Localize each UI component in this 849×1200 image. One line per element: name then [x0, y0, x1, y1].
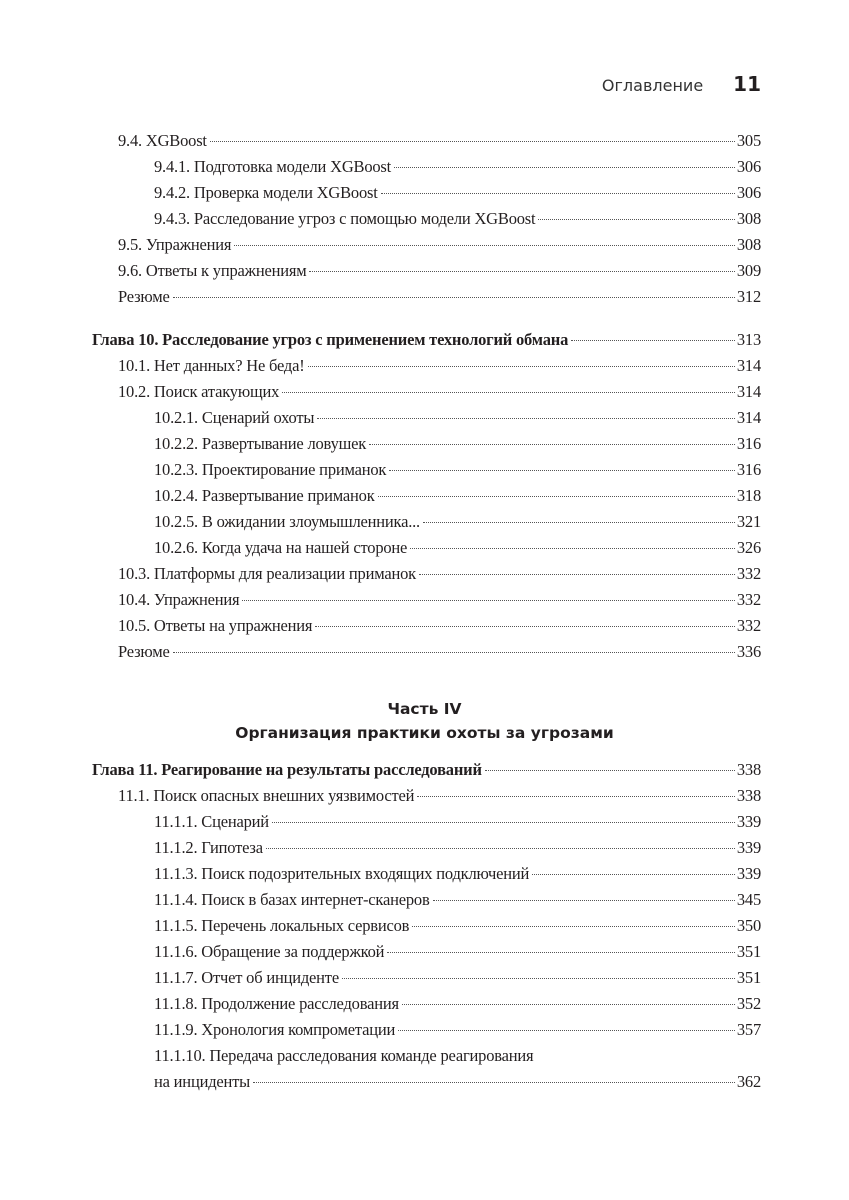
toc-entry-label: 10.3. Платформы для реализации приманок	[118, 564, 416, 583]
toc-entry-page: 350	[736, 916, 761, 935]
toc-entry[interactable]	[118, 639, 761, 665]
dot-leader	[402, 1004, 735, 1005]
toc-entry-label: 11.1.6. Обращение за поддержкой	[154, 942, 385, 961]
dot-leader	[173, 297, 735, 298]
toc-entry[interactable]	[118, 613, 761, 639]
toc-entry[interactable]	[154, 457, 761, 483]
toc-entry-page: 312	[736, 287, 761, 306]
toc-entry-page: 357	[736, 1020, 761, 1039]
toc-entry-label: 11.1.3. Поиск подозрительных входящих подключений	[154, 864, 530, 883]
toc-entry-page: 332	[736, 616, 761, 635]
dot-leader	[369, 444, 735, 445]
dot-leader	[210, 141, 735, 142]
toc-entry-label: 10.2.2. Развертывание ловушек	[154, 434, 367, 453]
dot-leader	[242, 600, 734, 601]
toc-entry-label: 9.4.3. Расследование угроз с помощью модели XGBoost	[154, 209, 536, 228]
toc-entry[interactable]	[154, 509, 761, 535]
toc-entry-page: 326	[736, 538, 761, 557]
toc-entry-page: 314	[736, 408, 761, 427]
dot-leader	[342, 978, 735, 979]
toc-entry[interactable]	[154, 154, 761, 180]
dot-leader	[315, 626, 735, 627]
toc-entry-page: 345	[736, 890, 761, 909]
toc-entry[interactable]	[154, 835, 761, 861]
toc-entry-label: 11.1.9. Хронология компрометации	[154, 1020, 396, 1039]
toc-chapter-10[interactable]	[92, 327, 761, 353]
toc-entry-page: 339	[736, 812, 761, 831]
toc-entry-label: 10.2.6. Когда удача на нашей стороне	[154, 538, 408, 557]
dot-leader	[317, 418, 735, 419]
toc-entry-page: 352	[736, 994, 761, 1013]
toc-entry-label: 11.1.1. Сценарий	[154, 812, 269, 831]
toc-entry-page: 332	[736, 590, 761, 609]
toc-entry-label: 10.5. Ответы на упражнения	[118, 616, 313, 635]
toc-entry[interactable]	[154, 861, 761, 887]
toc-entry-label: 10.2. Поиск атакующих	[118, 382, 280, 401]
toc-entry[interactable]	[154, 809, 761, 835]
dot-leader	[266, 848, 735, 849]
toc-entry[interactable]	[154, 483, 761, 509]
dot-leader	[272, 822, 735, 823]
toc-entry[interactable]	[154, 1017, 761, 1043]
dot-leader	[282, 392, 735, 393]
dot-leader	[381, 193, 735, 194]
dot-leader	[433, 900, 735, 901]
toc-entry[interactable]	[154, 939, 761, 965]
dot-leader	[417, 796, 735, 797]
toc-entry-label: 11.1.7. Отчет об инциденте	[154, 968, 339, 987]
toc-entry-label: 10.2.1. Сценарий охоты	[154, 408, 315, 427]
toc-entry-page: 332	[736, 564, 761, 583]
dot-leader	[378, 496, 735, 497]
toc-entry-page: 339	[736, 864, 761, 883]
dot-leader	[234, 245, 735, 246]
toc-entry-label: 9.4.1. Подготовка модели XGBoost	[154, 157, 392, 176]
dot-leader	[532, 874, 735, 875]
toc-entry[interactable]	[154, 887, 761, 913]
toc-entry-page: 336	[736, 642, 761, 661]
toc-entry-page: 316	[736, 434, 761, 453]
toc-entry-page: 314	[736, 356, 761, 375]
toc-chapter-page: 313	[736, 330, 761, 349]
dot-leader	[412, 926, 735, 927]
dot-leader	[394, 167, 735, 168]
toc-entry[interactable]	[118, 561, 761, 587]
page-number: 11	[733, 72, 761, 96]
toc-entry[interactable]	[118, 128, 761, 154]
running-title: Оглавление	[601, 76, 704, 95]
toc-entry-label-line1: 11.1.10. Передача расследования команде реагирования	[154, 1046, 534, 1065]
toc-entry-label: 10.1. Нет данных? Не беда!	[118, 356, 305, 375]
toc-entry[interactable]	[154, 535, 761, 561]
toc-entry[interactable]	[118, 587, 761, 613]
dot-leader	[419, 574, 735, 575]
toc-entry-page: 351	[736, 942, 761, 961]
dot-leader	[389, 470, 735, 471]
toc-entry-label: Резюме	[118, 287, 170, 306]
toc-entry-label: 10.2.4. Развертывание приманок	[154, 486, 375, 505]
toc-entry[interactable]	[154, 913, 761, 939]
toc-entry-label: 11.1.8. Продолжение расследования	[154, 994, 399, 1013]
toc-entry-page: 318	[736, 486, 761, 505]
toc-entry-page: 306	[736, 157, 761, 176]
toc-entry-label: 10.4. Упражнения	[118, 590, 240, 609]
toc-entry-page: 309	[736, 261, 761, 280]
toc-chapter-page: 338	[736, 760, 761, 779]
toc-entry[interactable]	[118, 783, 761, 809]
toc-entry-label: 9.4. XGBoost	[118, 131, 207, 150]
toc-entry-page: 308	[736, 209, 761, 228]
dot-leader	[253, 1082, 735, 1083]
toc-entry-page: 316	[736, 460, 761, 479]
toc-entry-multiline[interactable]	[154, 1043, 761, 1095]
toc-entry-page: 314	[736, 382, 761, 401]
toc-entry-page: 351	[736, 968, 761, 987]
running-header	[602, 72, 761, 96]
dot-leader	[308, 366, 735, 367]
toc-entry-page: 338	[736, 786, 761, 805]
toc-entry[interactable]	[154, 180, 761, 206]
toc-entry-page: 306	[736, 183, 761, 202]
toc-entry[interactable]	[154, 965, 761, 991]
toc-entry[interactable]	[118, 232, 761, 258]
toc-entry-page: 339	[736, 838, 761, 857]
dot-leader	[398, 1030, 735, 1031]
toc-entry-label: 10.2.3. Проектирование приманок	[154, 460, 387, 479]
toc-entry-page: 308	[736, 235, 761, 254]
toc-entry-line2	[154, 1069, 761, 1095]
toc-entry-label: 11.1.4. Поиск в базах интернет-сканеров	[154, 890, 430, 909]
toc-entry-label: 11.1. Поиск опасных внешних уязвимостей	[118, 786, 415, 805]
toc-chapter-label: Глава 11. Реагирование на результаты расследований	[92, 760, 482, 779]
toc-entry-label: 11.1.2. Гипотеза	[154, 838, 263, 857]
toc-entry-page: 321	[736, 512, 761, 531]
toc-entry[interactable]	[154, 405, 761, 431]
dot-leader	[485, 770, 735, 771]
dot-leader	[309, 271, 734, 272]
toc-entry[interactable]	[154, 206, 761, 232]
toc-entry-label: 9.5. Упражнения	[118, 235, 232, 254]
toc-entry[interactable]	[118, 353, 761, 379]
toc-entry-page: 305	[736, 131, 761, 150]
dot-leader	[410, 548, 735, 549]
toc-entry-label: 9.4.2. Проверка модели XGBoost	[154, 183, 378, 202]
toc-entry-label: 11.1.5. Перечень локальных сервисов	[154, 916, 410, 935]
toc-entry[interactable]	[118, 379, 761, 405]
dot-leader	[571, 340, 735, 341]
toc-entry[interactable]	[154, 431, 761, 457]
toc-entry[interactable]	[154, 991, 761, 1017]
dot-leader	[387, 952, 735, 953]
toc-entry[interactable]	[118, 284, 761, 310]
toc-entry[interactable]	[118, 258, 761, 284]
dot-leader	[173, 652, 735, 653]
toc-entry-label-line2: на инциденты	[154, 1072, 251, 1091]
dot-leader	[538, 219, 734, 220]
toc-entry-label: Резюме	[118, 642, 170, 661]
toc-entry-label: 9.6. Ответы к упражнениям	[118, 261, 307, 280]
toc-chapter-11[interactable]	[92, 757, 761, 783]
toc-entry-page: 362	[736, 1072, 761, 1091]
toc-entry-label: 10.2.5. В ожидании злоумышленника...	[154, 512, 420, 531]
part-title: Организация практики охоты за угрозами	[235, 724, 614, 742]
dot-leader	[423, 522, 735, 523]
toc-chapter-label: Глава 10. Расследование угроз с применением технологий обмана	[92, 330, 569, 349]
part-number: Часть IV	[387, 700, 462, 718]
